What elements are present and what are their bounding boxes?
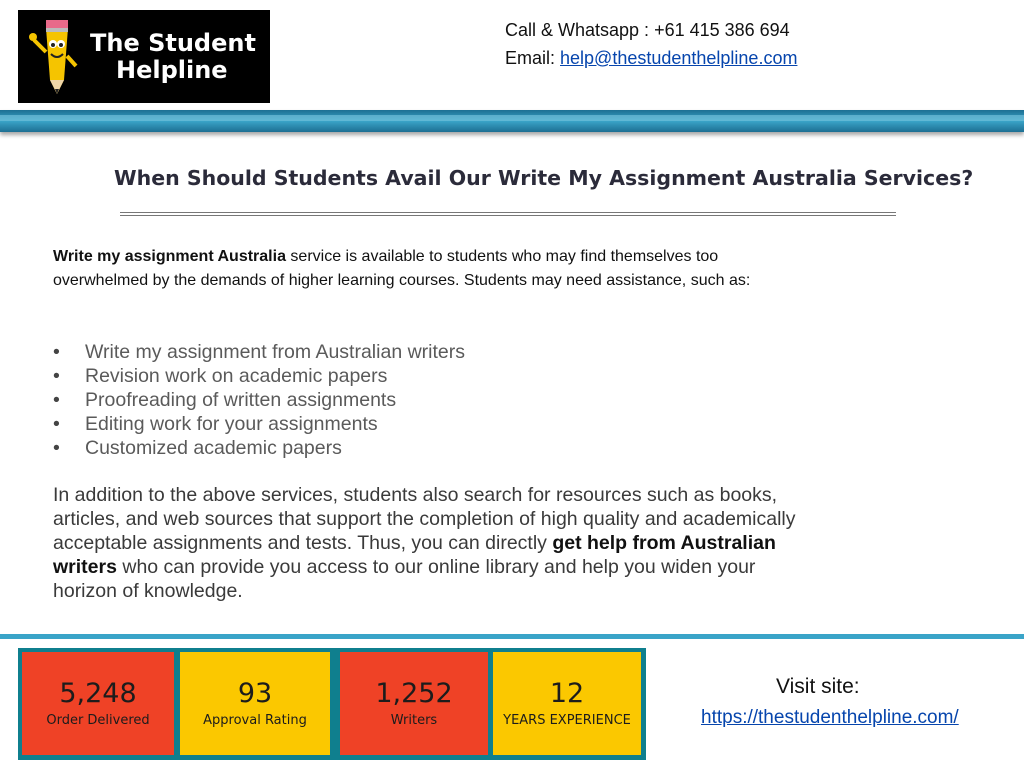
para2-part2: who can provide you access to our online library and help you widen your horizon of knowledge.	[53, 556, 756, 602]
stat-number: 5,248	[59, 677, 137, 709]
list-item-text: Customized academic papers	[85, 437, 342, 459]
stat-label: Order Delivered	[46, 712, 150, 728]
stat-approval-rating	[180, 652, 330, 755]
logo[interactable]	[18, 10, 270, 103]
stat-orders-delivered	[22, 652, 174, 755]
bullet-icon: •	[53, 413, 60, 435]
stat-number: 93	[237, 677, 273, 709]
list-item-text: Editing work for your assignments	[85, 413, 378, 435]
bullet-icon: •	[53, 437, 60, 459]
stat-label: Writers	[390, 712, 438, 728]
visit-label: Visit site:	[776, 675, 860, 698]
list-item-text: Revision work on academic papers	[85, 365, 388, 387]
list-item	[53, 364, 465, 388]
phone-line: Call & Whatsapp : +61 415 386 694	[505, 20, 790, 40]
bullet-icon: •	[53, 365, 60, 387]
logo-title-line2: Helpline	[116, 56, 228, 84]
page-title: When Should Students Avail Our Write My Assignment Australia Services?	[114, 166, 974, 190]
bullet-icon: •	[53, 341, 60, 363]
email-line	[505, 44, 797, 72]
stat-writers	[340, 652, 488, 755]
list-item	[53, 340, 465, 364]
list-item	[53, 388, 465, 412]
email-label: Email:	[505, 48, 561, 68]
stat-label: Approval Rating	[203, 712, 307, 728]
intro-bold: Write my assignment Australia	[53, 248, 286, 265]
service-list	[53, 340, 465, 460]
stat-years-experience	[493, 652, 641, 755]
list-item-text: Write my assignment from Australian writers	[85, 341, 465, 363]
bullet-icon: •	[53, 389, 60, 411]
intro-paragraph	[53, 245, 813, 293]
visit-site-link[interactable]: https://thestudenthelpline.com/	[701, 707, 959, 728]
stats-panel	[18, 648, 646, 760]
para2-part1: In addition to the above services, students also search for resources such as books, articles, and web sources that support the completion of high quality and academically acceptable assignments and tests. Thus, you can directly	[53, 484, 796, 554]
intro-rest: service is available to students who may find themselves too overwhelmed by the demands of higher learning courses. Students may need assistance, such as:	[53, 248, 751, 289]
para2-bold: get help from Australian writers	[53, 532, 776, 578]
email-link[interactable]: help@thestudenthelpline.com	[560, 48, 798, 68]
stat-number: 1,252	[375, 677, 453, 709]
stat-number: 12	[549, 677, 585, 709]
footer-band	[0, 634, 1024, 639]
contact-info	[505, 16, 797, 72]
logo-title-line1: The Student	[90, 29, 256, 57]
header-band-highlight	[0, 115, 1024, 121]
header-band	[0, 110, 1024, 132]
list-item-text: Proofreading of written assignments	[85, 389, 397, 411]
list-item	[53, 436, 465, 460]
resources-paragraph	[53, 483, 813, 603]
pencil-mascot-icon	[24, 10, 88, 103]
stat-label: YEARS EXPERIENCE	[503, 712, 631, 728]
title-divider	[120, 212, 896, 216]
list-item	[53, 412, 465, 436]
